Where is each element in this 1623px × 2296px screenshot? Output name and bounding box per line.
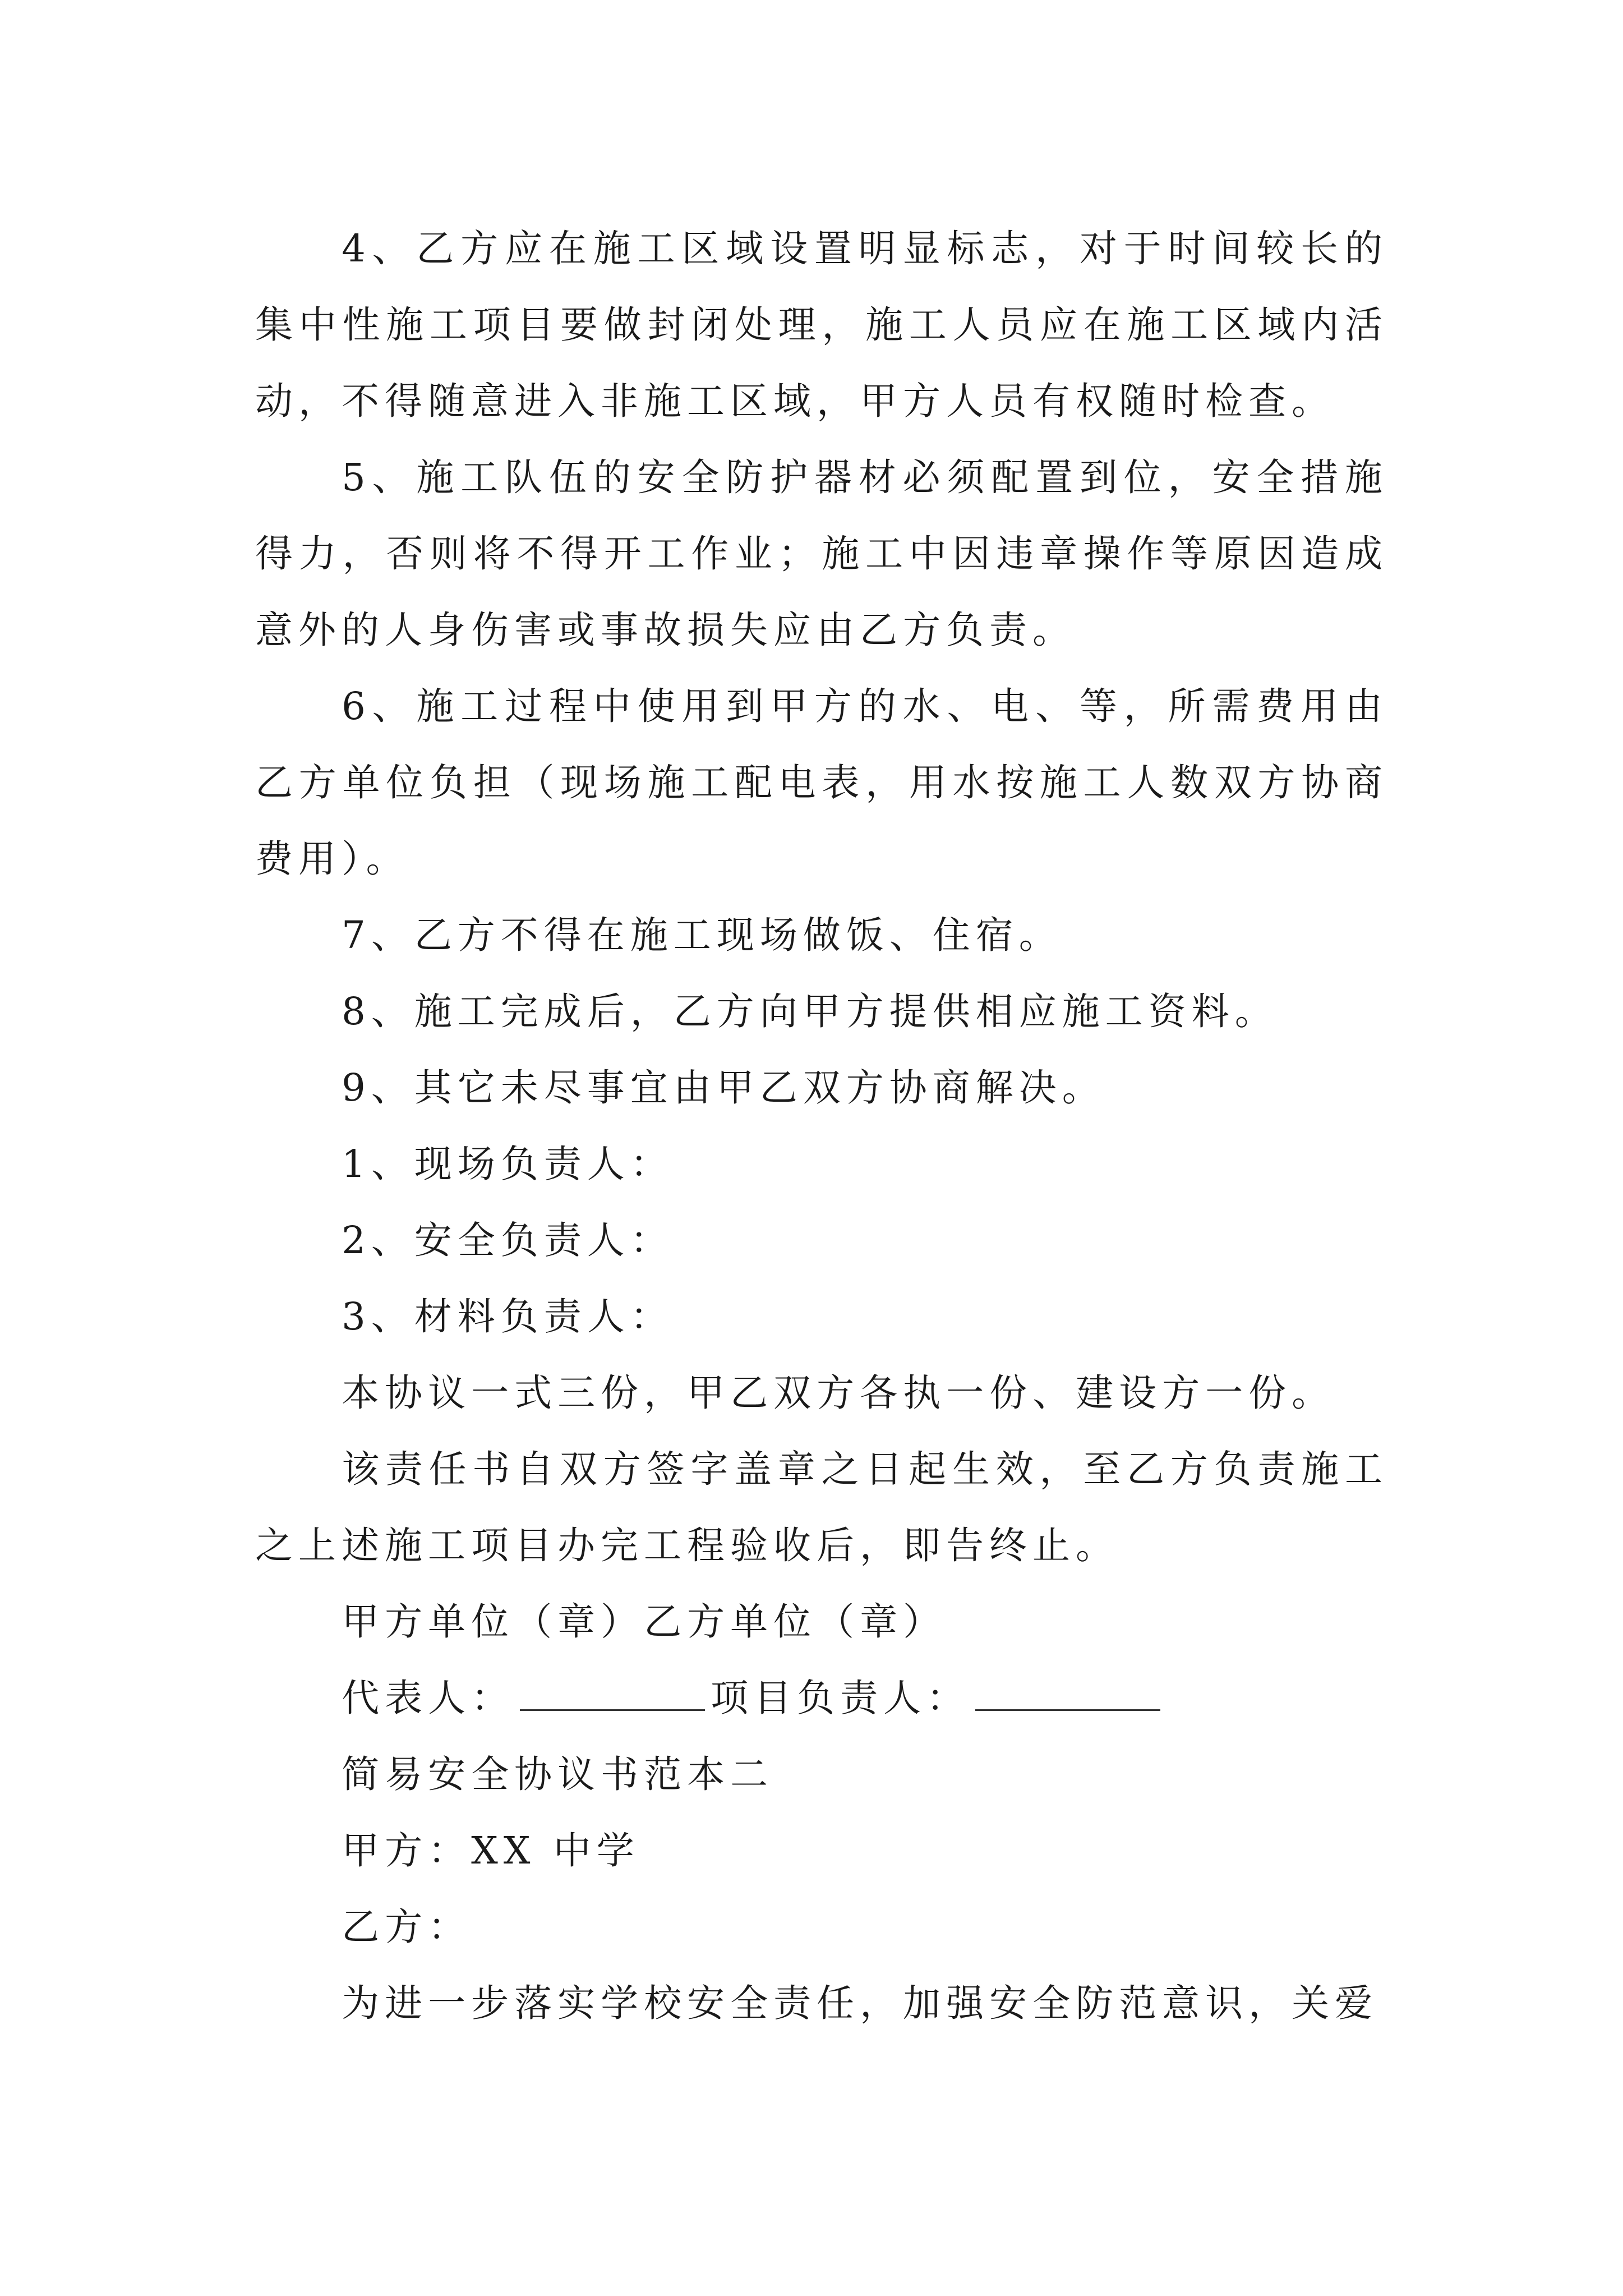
party-b-line: 乙方： xyxy=(342,1905,472,1949)
validity-statement: 该责任书自双方签字盖章之日起生效，至乙方负责施工之上述施工项目办完工程验收后，即告终止。 xyxy=(255,1447,1388,1567)
clause-5: 5、施工队伍的安全防护器材必须配置到位，安全措施得力，否则将不得开工作业；施工中因违章操作等原因造成意外的人身伤害或事故损失应由乙方负责。 xyxy=(255,455,1388,652)
safety-manager-line: 2、安全负责人： xyxy=(342,1218,674,1262)
party-a-line: 甲方：XX 中学 xyxy=(342,1829,640,1872)
clause-7: 7、乙方不得在施工现场做饭、住宿。 xyxy=(342,913,1062,957)
site-manager-line: 1、现场负责人： xyxy=(342,1142,674,1186)
clause-4: 4、乙方应在施工区域设置明显标志，对于时间较长的集中性施工项目要做封闭处理，施工人员应在施工区域内活动，不得随意进入非施工区域，甲方人员有权随时检查。 xyxy=(255,227,1388,423)
signature-line xyxy=(255,1660,1388,1736)
project-leader-blank xyxy=(975,1676,1160,1711)
materials-manager-line: 3、材料负责人： xyxy=(342,1295,674,1338)
representative-blank xyxy=(520,1676,705,1711)
clause-6: 6、施工过程中使用到甲方的水、电、等，所需费用由乙方单位负担（现场施工配电表，用水按施工人数双方协商费用）。 xyxy=(255,684,1388,881)
copies-statement: 本协议一式三份，甲乙双方各执一份、建设方一份。 xyxy=(342,1371,1335,1415)
project-leader-label: 项目负责人： xyxy=(711,1676,970,1720)
clause-8: 8、施工完成后，乙方向甲方提供相应施工资料。 xyxy=(342,990,1278,1033)
representative-label: 代表人： xyxy=(342,1676,515,1720)
template-two-title: 简易安全协议书范本二 xyxy=(342,1752,774,1796)
clause-9: 9、其它未尽事宜由甲乙双方协商解决。 xyxy=(342,1066,1105,1110)
document-body xyxy=(255,210,1388,2041)
party-seals-line: 甲方单位（章）乙方单位（章） xyxy=(342,1600,947,1644)
intro-paragraph: 为进一步落实学校安全责任，加强安全防范意识，关爱 xyxy=(342,1981,1378,2025)
